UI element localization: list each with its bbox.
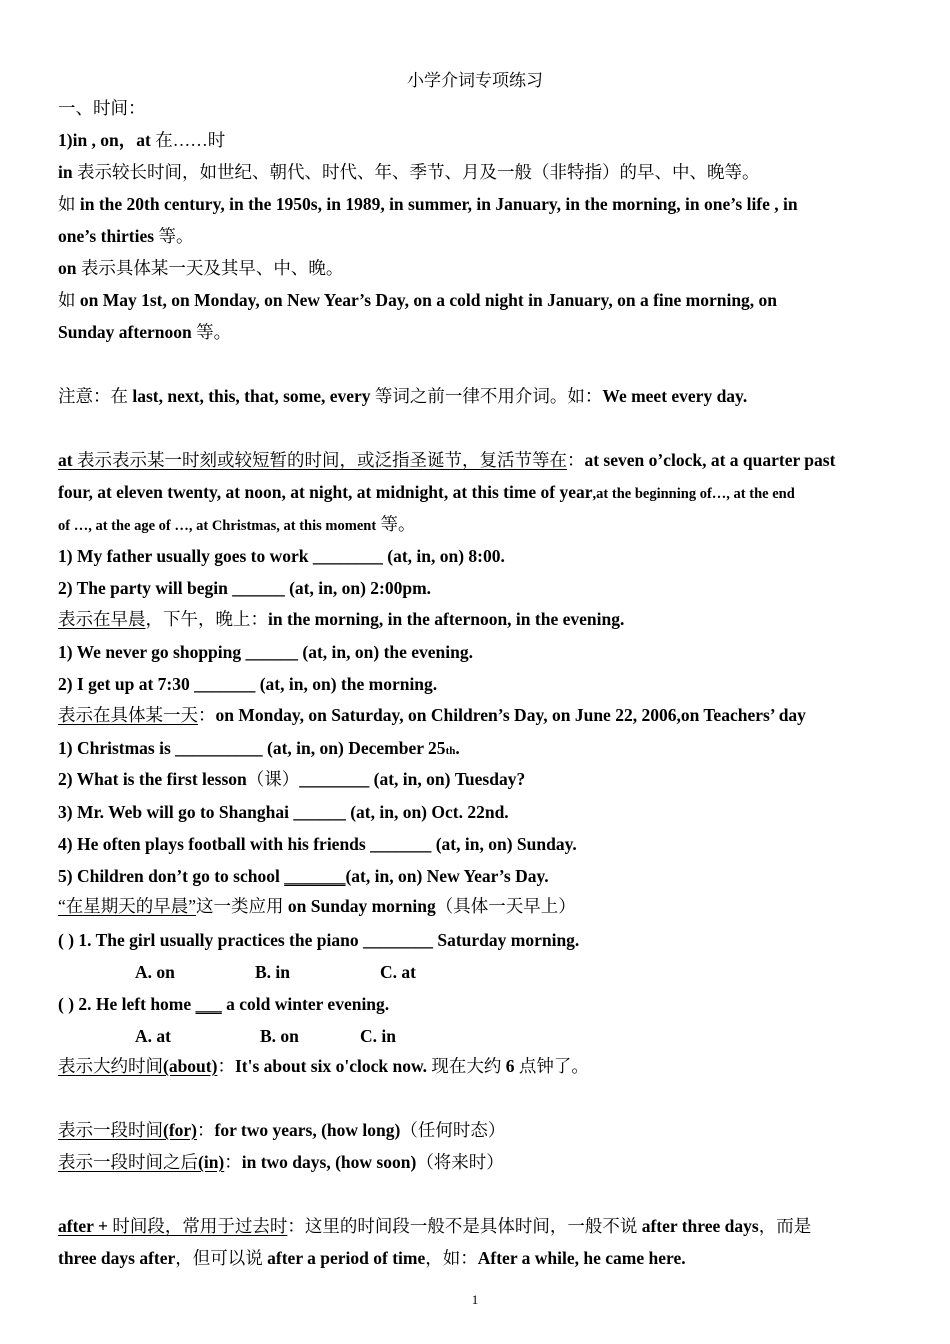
rule-at: at 表示表示某一时刻或较短暂的时间，或泛指圣诞节，复活节等在：at seven o’clock, at a quarter past (58, 450, 836, 470)
example-at-2: of …, at the age of …, at Christmas, at this moment 等。 (58, 514, 416, 534)
rule-for: 表示一段时间(for)：for two years, (how long)（任何时态） (58, 1120, 506, 1140)
exercise-3: 1) We never go shopping ______ (at, in, on) the evening. (58, 642, 474, 662)
option-c: C. in (360, 1026, 396, 1046)
page-number: 1 (471, 1292, 479, 1307)
rule-after-1: after + 时间段，常用于过去时：这里的时间段一般不是具体时间，一般不说 after three days，而是 (58, 1216, 812, 1236)
option-c: C. at (380, 962, 416, 982)
option-b: B. on (260, 1026, 299, 1046)
rule-on: on 表示具体某一天及其早、中、晚。 (58, 258, 344, 278)
exercise-1: 1) My father usually goes to work ________ (at, in, on) 8:00. (58, 546, 505, 566)
option-a: A. on (135, 962, 175, 982)
example-in-1: 如 in the 20th century, in the 1950s, in 1989, in summer, in January, in the morning, in one’s life , in (58, 194, 798, 214)
exercise-9: 5) Children don’t go to school _______(at, in, on) New Year’s Day. (58, 866, 549, 886)
example-on-1: 如 on May 1st, on Monday, on New Year’s Day, on a cold night in January, on a fine morning, on (58, 290, 778, 310)
rule-in-on-at: 1)in , on，at 在……时 (58, 130, 226, 150)
rule-in-duration: 表示一段时间之后(in)：in two days, (how soon)（将来时） (58, 1152, 504, 1172)
example-on-2: Sunday afternoon 等。 (58, 322, 232, 342)
document-title: 小学介词专项练习 (407, 71, 543, 90)
exercise-6: 2) What is the first lesson（课）________ (at, in, on) Tuesday? (58, 769, 526, 789)
rule-sunday-morning: “在星期天的早晨”这一类应用 on Sunday morning（具体一天早上） (58, 896, 576, 916)
choice-question-1: ( ) 1. The girl usually practices the piano ________ Saturday morning. (58, 930, 580, 950)
example-in-2: one’s thirties 等。 (58, 226, 194, 246)
option-a: A. at (135, 1026, 171, 1046)
rule-parts-of-day: 表示在早晨，下午，晚上：in the morning, in the afternoon, in the evening. (58, 609, 625, 629)
example-at-1: four, at eleven twenty, at noon, at night, at midnight, at this time of year,at the beginning of…, at the end (58, 482, 795, 502)
rule-in: in 表示较长时间，如世纪、朝代、时代、年、季节、月及一般（非特指）的早、中、晚等。 (58, 162, 760, 182)
exercise-4: 2) I get up at 7:30 _______ (at, in, on) the morning. (58, 674, 438, 694)
exercise-7: 3) Mr. Web will go to Shanghai ______ (at, in, on) Oct. 22nd. (58, 802, 509, 822)
rule-about: 表示大约时间(about)：It's about six o'clock now. 现在大约 6 点钟了。 (58, 1056, 589, 1076)
exercise-5: 1) Christmas is __________ (at, in, on) December 25th. (58, 738, 460, 758)
section-heading-time: 一、时间： (58, 98, 146, 118)
option-b: B. in (255, 962, 291, 982)
choice-question-2: ( ) 2. He left home ___ a cold winter evening. (58, 994, 390, 1014)
exercise-2: 2) The party will begin ______ (at, in, on) 2:00pm. (58, 578, 432, 598)
rule-specific-day: 表示在具体某一天：on Monday, on Saturday, on Children’s Day, on June 22, 2006,on Teachers’ day (58, 705, 806, 725)
exercise-8: 4) He often plays football with his friends _______ (at, in, on) Sunday. (58, 834, 577, 854)
note-no-preposition: 注意：在 last, next, this, that, some, every 等词之前一律不用介词。如：We meet every day. (58, 386, 748, 406)
rule-after-2: three days after，但可以说 after a period of time，如：After a while, he came here. (58, 1248, 686, 1268)
